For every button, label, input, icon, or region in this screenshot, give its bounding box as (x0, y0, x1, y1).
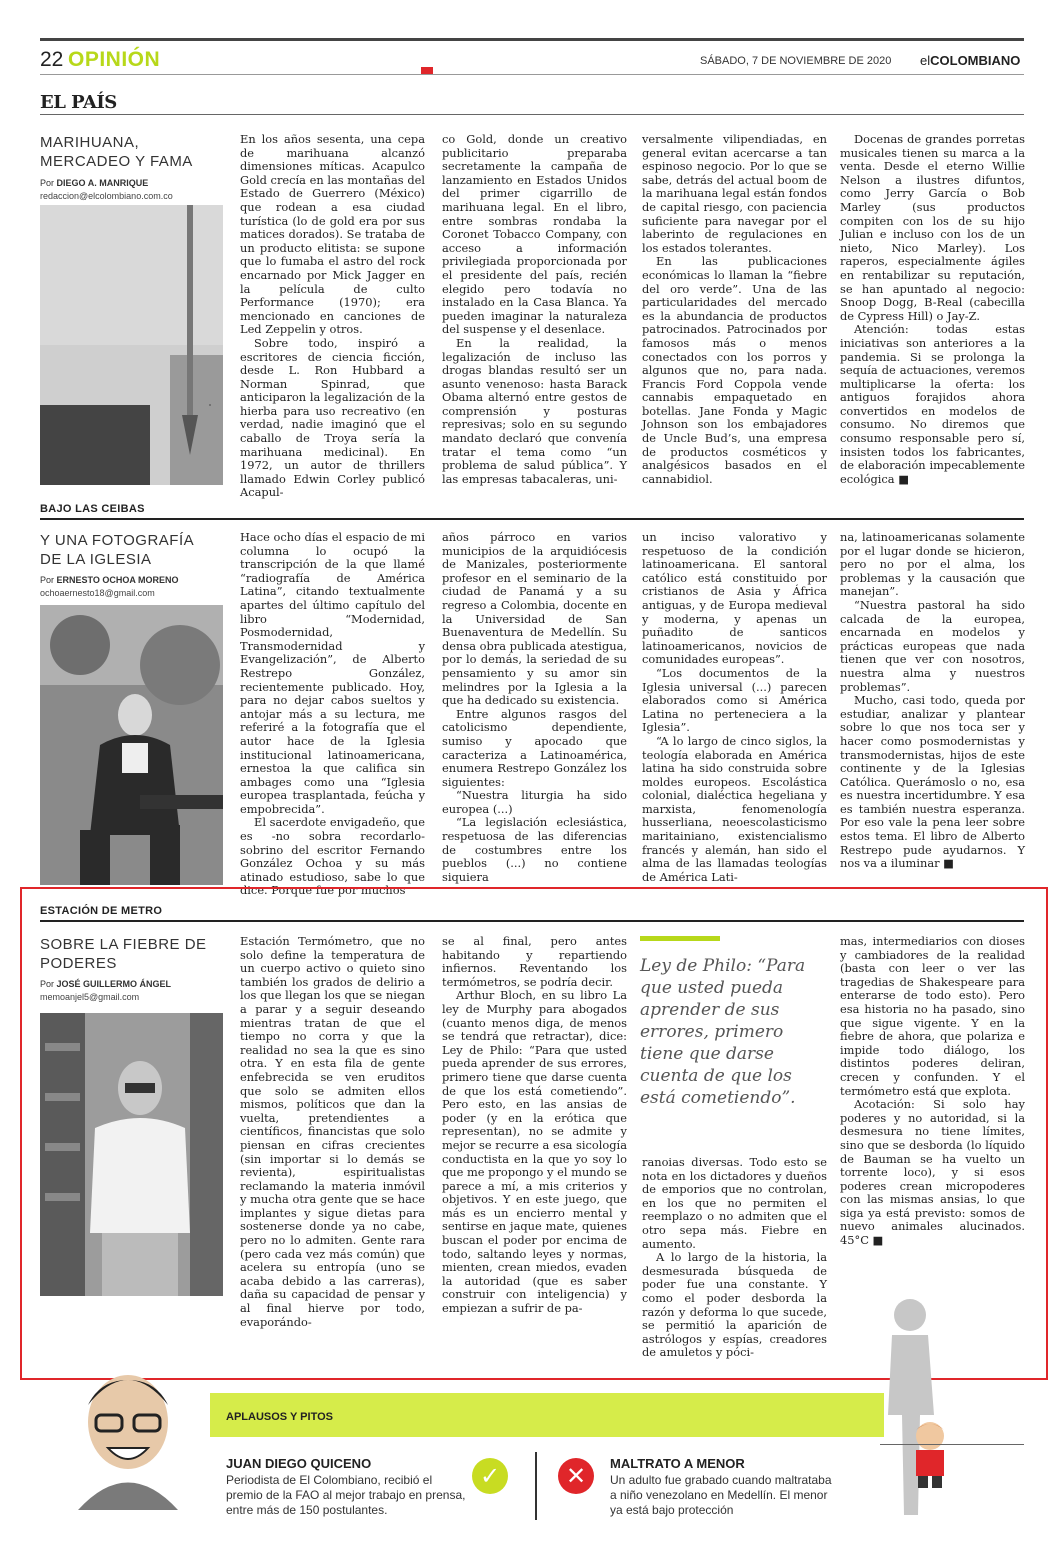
author-photo-angel (40, 1013, 223, 1296)
article1-col2: co Gold, donde un creativo publicitario preparaba secretamente la campaña de lanzamiento en Estados Unidos del primer cigarrillo de marihuana legal. En el libro, entre sombras rondaba la Coronet Tobacco Company, con acceso a información privilegiada proporcionada por el presidente del país, recién elegido pero todavía no instalado en la Casa Blanca. Ya pueden imaginar la naturaleza del suspense y el desenlace. En la realidad, la legalización de incluso las drogas blandas resultó ser un asunto venenoso: hasta Barack Obama alternó entre gestos de comprensión y posturas represivas; solo en su segundo mandato declaró que convenía tratar el tema como “un problema de salud pública”. Y las empresas tabacaleras, uni- (442, 132, 627, 486)
article2-kicker: BAJO LAS CEIBAS (40, 503, 145, 515)
article3-col4: mas, intermediarios con dioses y cambiadores de la realidad (basta con leer o ver las tragedias de Shakespeare para enterarse de todo esto). Pero esa historia no ha pasado, sino que sigue vigente. Y en la fiebre de ahora, que polariza e impide todo diálogo, los distintos poderes deliran, crecen y confunden. Y el termómetro está que explota. Acotación: Si solo hay poderes y no autoridad, si la desmesura no tiene límites, sino que se desborda (lo líquido de Bauman se ha vuelto un torrente loco), y si esos poderes crean micropoderes con las mismas ansias, lo que siga ya está previsto: somos de nuevo animales alucinados. 45°C ■ (840, 934, 1025, 1248)
article3-headline: SOBRE LA FIEBRE DE PODERES (40, 936, 207, 972)
section-title: OPINIÓN (68, 48, 161, 71)
article1-email: redaccion@elcolombiano.com.co (40, 191, 173, 201)
article2-col3: un inciso valorativo y respetuoso de la condición latinoamericana. El santoral católico está constituido por cristianos de Asia y África antiguas, y de Europa medieval y moderna, y apenas un puñadito de santicos latinoamericanos, novicios de comunidades europeas”. “Los documentos de la Iglesia universal (...) parecen elaborados como si América Latina no perteneciera a la Iglesia”. “A lo largo de cinco siglos, la teología elaborada en América latina ha sido construida sobre moldes europeos. Escolástica colonial, dialéctica hegeliana y marxista, fenomenología husserliana, neoescolasticismo maritainiano, existencialismo francés y alemán, han sido el alma de las llamadas teologías de América Lati- (642, 530, 827, 884)
x-icon: ✕ (558, 1458, 594, 1494)
article3-col3: ranoias diversas. Todo esto se nota en los dictadores y dueños de emporios que no controlan, en los que no permiten el reemplazo o no admiten que el otro sepa más. Fiebre en aumento. A lo largo de la historia, la desmesurada búsqueda de poder fue una constante. Y como el poder desborda la razón y deforma lo que sucede, se permitió la aparición de astrólogos y espías, creadores de amuletos y póci- (642, 1155, 827, 1360)
child-figure (900, 1418, 960, 1488)
article3-col1: Estación Termómetro, que no solo define la temperatura de un cuerpo activo o quieto sino también los grados de delirio a los que llegan los que se niegan a parar y a seguir deseando mientras tratan de que el tiempo no corra y que la realidad no sea la que es sino otra. Y en esta fila de gente enfebrecida se ven eruditos que solo se admiten ellos mismos, políticos que dan la vuelta, pretendientes a científicos, financistas que solo piensan en cifras crecientes (sin importar si lo demás se revienta), espiritualistas reclamando la materia inmóvil y mucha otra gente que se hace implantes y sigue dietas para sostenerse donde ya no cabe, pero no lo admiten. Gente rara (pero cada vez más común) que acelera su entropía (uno se acaba debido a las carreras), daña su capacidad de pensar y al final hierve por todo, evaporándo- (240, 934, 425, 1329)
article2-col2: años párroco en varios municipios de la arquidiócesis de Manizales, posteriormente profesor en el seminario de la ciudad de Panamá y a su regreso a Colombia, docente en la Universidad de San Buenaventura de Medellín. Su densa obra publicada atestigua, por lo demás, la seriedad de su pensamiento y su amor sin melindres por la Iglesia a la que ha dedicado su existencia. Entre algunos rasgos del catolicismo dependiente, sumiso y apocado que caracteriza a Latinoamérica, enumera Restrepo González los siguientes: “Nuestra liturgia ha sido europea (...) “La legislación eclesiástica, respetuosa de las diferencias de costumbres entre los pueblos (...) no contiene siquiera (442, 530, 627, 884)
bad-item-title: MALTRATO A MENOR (610, 1456, 745, 1471)
article3-rule (40, 920, 1024, 922)
article2-col1: Hace ocho días el espacio de mi columna lo ocupó la transcripción de la que llamé “radiografía de América Latina”, citando textualmente apartes del último capítulo del libro “Modernidad, Posmodernidad, Transmodernidad y Evangelización”, de Alberto Restrepo González, recientemente publicado. Hoy, para no dejar cabos sueltos y antojar más a su lectura, me referiré a la fotografía que el autor hace de la Iglesia institucional latinoamericana, ernestoa la que califica sin ambages como una “Iglesia europea trasplantada, feúcha y empobrecida”. El sacerdote envigadeño, que es -no sobra recordarlo- sobrino del escritor Fernando González Ochoa y su más atinado estudioso, sabe lo que dice. Porque fue por muchos (240, 530, 425, 898)
article1-col4: Docenas de grandes porretas musicales tienen su marca a la venta. Desde el eterno Willie Nelson a ilustres difuntos, como Jerry García o Bob Marley (sus productos compiten con los de su hijo Julian e incluso con los de un nieto, Nico Marley). Los raperos, especialmente ágiles en rentabilizar su reputación, se han apuntado al negocio: Snoop Dogg, B-Real (cabecilla de Cypress Hill) o Jay-Z. Atención: todas estas iniciativas son anteriores a la pandemia. Si se prolonga la sequía de actuaciones, veremos multiplicarse la oferta: los antiguos forajidos ahora convertidos en modelos de consumo. No diremos que consumo responsable pero sí, insisten todos los fabricantes, de elaboración impecablemente ecológica ■ (840, 132, 1025, 486)
brand-name: COLOMBIANO (930, 53, 1021, 68)
aplausos-divider (535, 1452, 537, 1520)
article1-col3: versalmente vilipendiadas, en general evitan acercarse a tan espinoso negocio. Por lo que se sabe, detrás del actual boom de la marihuana legal están fondos de capital riesgo, con paciencia suficiente para navegar por el laberinto de regulaciones en los estados tolerantes. En las publicaciones económicas lo llaman la “fiebre del oro verde”. Una de las particularidades del mercado es la abundancia de productos patrocinados. Patrocinados por famosos más o menos conectados con los porros y algunos que no, para nada. Francis Ford Coppola vende cannabis empaquetado en botellas. Jane Fonda y Magic Johnson son los embajadores de Uncle Bud’s, una empresa de productos cosméticos y analgésicos basados en el cannabidiol. (642, 132, 827, 486)
article2-rule (40, 518, 1024, 520)
red-marker (421, 67, 433, 74)
article3-kicker: ESTACIÓN DE METRO (40, 905, 163, 917)
article2-headline: Y UNA FOTOGRAFÍA DE LA IGLESIA (40, 532, 194, 568)
aplausos-right-rule (880, 1444, 1024, 1445)
brand-logo (920, 53, 1020, 68)
bad-item-text: Un adulto fue grabado cuando maltrataba a niño venezolano en Medellín. El menor ya está bajo protección (610, 1473, 832, 1517)
pen-photo (40, 205, 223, 485)
pull-quote: Ley de Philo: “Para que usted pueda aprender de sus errores, primero tiene que darse cuenta de que los está cometiendo”. (640, 956, 806, 1108)
top-rule (40, 38, 1024, 41)
dateline: SÁBADO, 7 DE NOVIEMBRE DE 2020 (700, 55, 892, 67)
elpais-logo: EL PAÍS (40, 92, 117, 113)
caricature-avatar (68, 1360, 188, 1510)
check-icon: ✓ (472, 1458, 508, 1494)
page-number: 22 (40, 48, 64, 71)
header-underline (40, 74, 1024, 75)
article1-byline: Por DIEGO A. MANRIQUE (40, 178, 149, 188)
author-photo-ochoa (40, 605, 223, 885)
good-item-text: Periodista de El Colombiano, recibió el premio de la FAO al mejor trabajo en prensa, entre más de 150 postulantes. (226, 1473, 466, 1517)
article3-email: memoanjel5@gmail.com (40, 992, 140, 1002)
brand-prefix: el (920, 53, 931, 68)
aplausos-label: APLAUSOS Y PITOS (226, 1411, 333, 1423)
article2-email: ochoaernesto18@gmail.com (40, 588, 155, 598)
article2-col4: na, latinoamericanas solamente por el lugar donde se hicieron, pero no por el alma, los problemas y la causación que manejan”. “Nuestra pastoral ha sido calcada de la europea, encarnada en modelos y prácticas europeas que nada tienen que ver con nosotros, nuestra alma y nuestros problemas”. Mucho, casi todo, queda por estudiar, analizar y plantear sobre lo que nos toca ser y hacer como posmodernistas y transmodernistas, hijos de este continente y de la Iglesias Católica. Querámoslo o no, esa es nuestra incertidumbre. Y esa es también nuestra esperanza. Por eso vale la pena leer sobre estos tema. El libro de Alberto Restrepo pude ayudarnos. Y nos va a iluminar ■ (840, 530, 1025, 871)
good-item-title: JUAN DIEGO QUICENO (226, 1456, 372, 1471)
article3-col2: se al final, pero antes habitando y repartiendo infiernos. Reventando los termómetros, se podría decir. Arthur Bloch, en su libro La ley de Murphy para abogados (cuanto menos diga, de menos se tendrá que retractar), dice: Ley de Philo: “Para que usted pueda aprender de sus errores, primero tiene que darse cuenta de que los está cometiendo”. Pero esto, en las ansias de poder (y en la erótica que representan), no se admite y mejor se recurre a esa sicología conductista en la que yo soy lo que me propongo y el mundo se parece a mí, a mis criterios y objetivos. Y en este juego, que más es un encierro mental y sentirse en jaque mate, quienes buscan el poder por encima de todo, saltando leyes y normas, mienten, crean miedos, evaden la autoridad (que es saber construir con inteligencia) y empiezan a sufrir de pa- (442, 934, 627, 1316)
section-rule (40, 114, 1024, 115)
quote-accent-bar (640, 936, 720, 941)
article2-byline: Por ERNESTO OCHOA MORENO (40, 575, 179, 585)
article1-headline: MARIHUANA, MERCADEO Y FAMA (40, 134, 193, 170)
article1-col1: En los años sesenta, una cepa de marihuana alcanzó dimensiones míticas. Acapulco Gold crecía en las montañas del Estado de Guerrero (México) que rodean a esa ciudad turística (lo de gold era por sus matices dorados). Se trataba de un producto elitista: se supone que lo fumaba el astro del rock encarnado por Mick Jagger en la película de culto Performance (1970); era mencionado en canciones de Led Zeppelin y otros. Sobre todo, inspiró a escritores de ciencia ficción, desde L. Ron Hubbard a Norman Spinrad, que anticiparon la legalización de la hierba para uso recreativo (en verdad, nadie imaginó que el caballo de Troya sería la marihuana medicinal). En 1972, un autor de thrillers llamado Edwin Corley publicó Acapul- (240, 132, 425, 500)
article3-byline: Por JOSÉ GUILLERMO ÁNGEL (40, 979, 172, 989)
